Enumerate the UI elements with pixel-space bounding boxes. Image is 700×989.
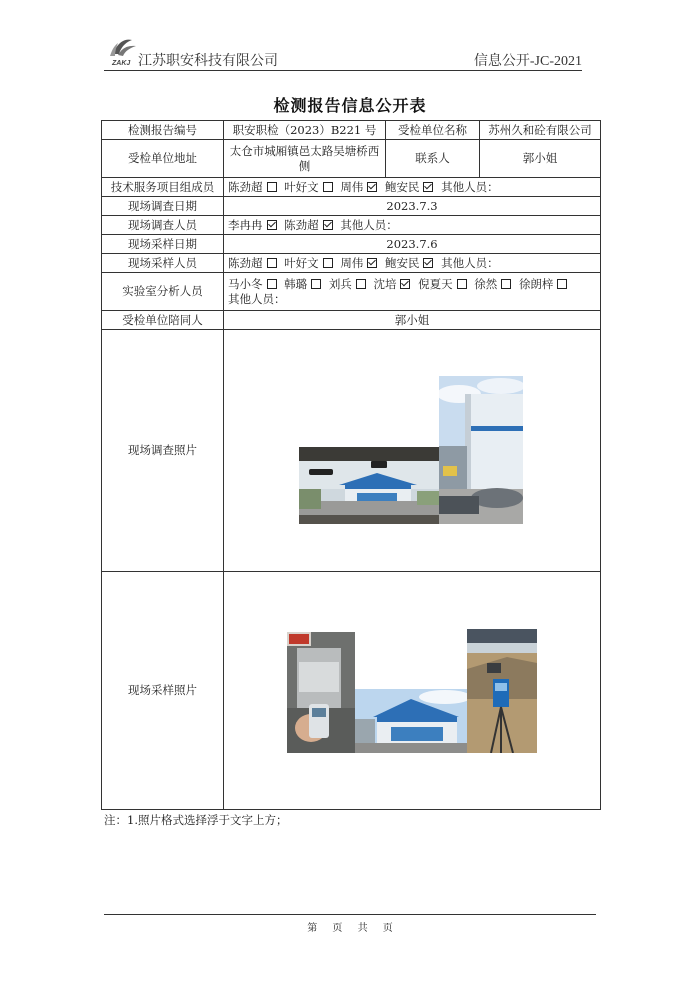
sampling-staff-label: 现场采样人员: [102, 254, 224, 273]
survey-date-label: 现场调查日期: [102, 197, 224, 216]
logo-text: ZAKJ: [112, 60, 131, 67]
checkbox: [311, 279, 321, 289]
table-row: [102, 197, 601, 216]
table-row: [102, 311, 601, 330]
person-name: 李冉冉: [228, 217, 263, 232]
contact-value: 郭小姐: [480, 140, 601, 178]
table-row: [102, 121, 601, 140]
checkbox: [457, 279, 467, 289]
table-row: [102, 140, 601, 178]
table-row: [102, 235, 601, 254]
contact-label: 联系人: [386, 140, 480, 178]
document-number: 信息公开-JC-2021: [473, 54, 582, 69]
checkbox: [367, 182, 377, 192]
checkbox: [557, 279, 567, 289]
footnote: 注：1.照片格式选择浮于文字上方；: [104, 813, 288, 827]
table-row: [102, 216, 601, 235]
checkbox: [367, 258, 377, 268]
person-name: 叶好文: [284, 255, 319, 270]
checkbox: [323, 182, 333, 192]
person-name: 陈劲超: [284, 217, 319, 232]
checkbox: [267, 279, 277, 289]
lab-staff-label: 实验室分析人员: [102, 273, 224, 311]
checkbox: [400, 279, 410, 289]
footer-divider: [104, 914, 596, 915]
survey-staff-value: [224, 216, 601, 235]
sampling-date-value: 2023.7.6: [224, 235, 601, 254]
other-staff-label: 其他人员：: [340, 217, 398, 232]
tech-members-label: 技术服务项目组成员: [102, 178, 224, 197]
person-name: 沈培: [373, 276, 397, 291]
checkbox: [267, 182, 277, 192]
person-name: 周伟: [340, 179, 364, 194]
page-title: 检测报告信息公开表: [273, 96, 427, 115]
person-name: 鲍安民: [384, 179, 420, 194]
person-name: 马小冬: [228, 276, 263, 291]
sampling-photo-building: [355, 689, 467, 753]
table-row: [102, 178, 601, 197]
escort-label: 受检单位陪同人: [102, 311, 224, 330]
checkbox: [423, 182, 433, 192]
checkbox: [501, 279, 511, 289]
table-row: [102, 254, 601, 273]
address-label: 受检单位地址: [102, 140, 224, 178]
checkbox: [356, 279, 366, 289]
survey-photo-street: [299, 447, 439, 524]
sampling-photos-cell: [224, 572, 601, 810]
checkbox: [423, 258, 433, 268]
survey-photos-cell: [224, 330, 601, 572]
checkbox: [323, 220, 333, 230]
table-row: [102, 273, 601, 311]
person-name: 倪夏天: [418, 276, 453, 291]
other-staff-label: 其他人员：: [441, 255, 499, 270]
checkbox: [323, 258, 333, 268]
sampling-date-label: 现场采样日期: [102, 235, 224, 254]
person-name: 叶好文: [284, 179, 319, 194]
person-name: 徐然: [474, 276, 498, 291]
survey-photos-label: 现场调查照片: [102, 330, 224, 572]
person-name: 刘兵: [328, 276, 352, 291]
report-no-value: 职安职检（2023）B221 号: [224, 121, 386, 140]
lab-staff-value: [224, 273, 601, 311]
unit-name-label: 受检单位名称: [386, 121, 480, 140]
escort-value: 郭小姐: [224, 311, 601, 330]
person-name: 徐朗梓: [518, 276, 554, 291]
person-name: 周伟: [340, 255, 364, 270]
header-divider: [104, 70, 582, 71]
other-staff-label: 其他人员：: [441, 179, 499, 194]
sampling-photos-label: 现场采样照片: [102, 572, 224, 810]
person-name: 陈劲超: [228, 179, 263, 194]
page-footer: 第 页 共 页: [307, 923, 393, 934]
checkbox: [267, 220, 277, 230]
survey-date-value: 2023.7.3: [224, 197, 601, 216]
info-table: [101, 120, 601, 810]
table-row: [102, 330, 601, 572]
sampling-photo-instrument: [287, 632, 355, 753]
report-no-label: 检测报告编号: [102, 121, 224, 140]
person-name: 陈劲超: [228, 255, 263, 270]
person-name: 鲍安民: [384, 255, 420, 270]
company-logo-icon: [104, 32, 140, 68]
address-value: 太仓市城厢镇邑太路吴塘桥西侧: [224, 140, 386, 178]
survey-photo-factory: [439, 376, 523, 524]
page-header: [104, 30, 582, 70]
tech-members-value: [224, 178, 601, 197]
person-name: 韩璐: [284, 276, 308, 291]
company-name: 江苏职安科技有限公司: [138, 53, 278, 69]
survey-staff-label: 现场调查人员: [102, 216, 224, 235]
sampling-staff-value: [224, 254, 601, 273]
unit-name-value: 苏州久和砼有限公司: [480, 121, 601, 140]
sampling-photo-tripod: [467, 629, 537, 753]
table-row: [102, 572, 601, 810]
other-staff-label: 其他人员：: [228, 291, 286, 306]
checkbox: [267, 258, 277, 268]
